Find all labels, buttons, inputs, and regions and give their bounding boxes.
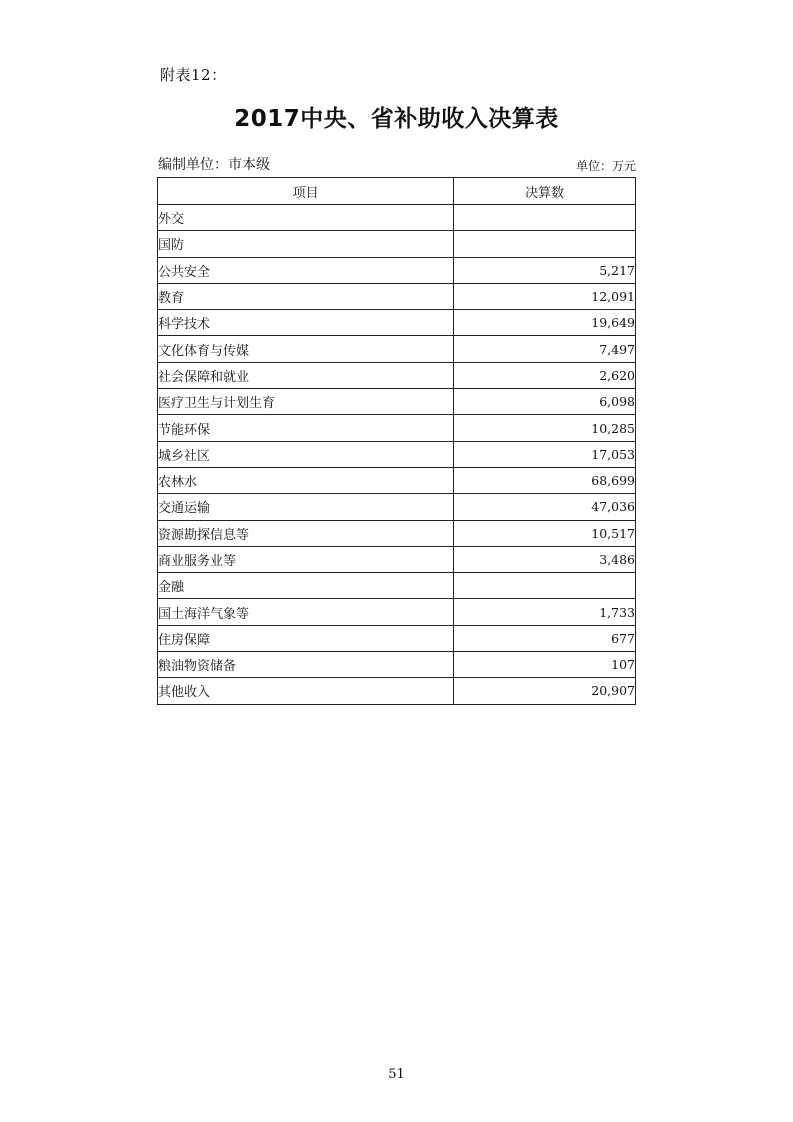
appendix-label: 附表12： [160,66,227,84]
row-value [454,205,636,231]
row-value: 677 [454,625,636,651]
row-item: 公共安全 [158,257,454,283]
row-value: 7,497 [454,336,636,362]
row-value: 6,098 [454,389,636,415]
row-value: 12,091 [454,283,636,309]
table-row [158,573,636,599]
row-value: 19,649 [454,310,636,336]
header-item: 项目 [158,178,454,205]
table-row [158,362,636,388]
row-item: 国土海洋气象等 [158,599,454,625]
table-row [158,310,636,336]
row-item: 交通运输 [158,494,454,520]
row-value: 20,907 [454,678,636,704]
row-item: 科学技术 [158,310,454,336]
table-row [158,599,636,625]
table-row [158,389,636,415]
table-row [158,205,636,231]
row-value [454,231,636,257]
table-row [158,546,636,572]
row-item: 外交 [158,205,454,231]
table-row [158,336,636,362]
row-value: 10,285 [454,415,636,441]
row-item: 其他收入 [158,678,454,704]
page-number: 51 [388,1067,405,1082]
row-item: 社会保障和就业 [158,362,454,388]
row-item: 国防 [158,231,454,257]
row-value: 3,486 [454,546,636,572]
row-item: 教育 [158,283,454,309]
row-value: 68,699 [454,467,636,493]
table-row [158,467,636,493]
table-row [158,625,636,651]
row-value: 17,053 [454,441,636,467]
row-item: 住房保障 [158,625,454,651]
row-item: 资源勘探信息等 [158,520,454,546]
row-item: 商业服务业等 [158,546,454,572]
row-item: 粮油物资储备 [158,652,454,678]
table-row [158,678,636,704]
document-title: 2017中央、省补助收入决算表 [234,106,559,132]
row-value: 5,217 [454,257,636,283]
table-row [158,231,636,257]
row-value [454,573,636,599]
budget-table [157,177,636,705]
table-row [158,494,636,520]
row-value: 10,517 [454,520,636,546]
row-item: 金融 [158,573,454,599]
row-value: 47,036 [454,494,636,520]
row-item: 节能环保 [158,415,454,441]
row-item: 医疗卫生与计划生育 [158,389,454,415]
table-row [158,520,636,546]
compiling-unit: 编制单位：市本级 [158,157,270,173]
row-value: 2,620 [454,362,636,388]
table-row [158,283,636,309]
unit-label: 单位：万元 [575,159,636,173]
table-row [158,257,636,283]
table-header-row [158,178,636,205]
row-item: 农林水 [158,467,454,493]
row-item: 城乡社区 [158,441,454,467]
row-item: 文化体育与传媒 [158,336,454,362]
row-value: 107 [454,652,636,678]
row-value: 1,733 [454,599,636,625]
table-row [158,441,636,467]
table-row [158,652,636,678]
header-value: 决算数 [454,178,636,205]
table-row [158,415,636,441]
table-meta [158,156,636,174]
